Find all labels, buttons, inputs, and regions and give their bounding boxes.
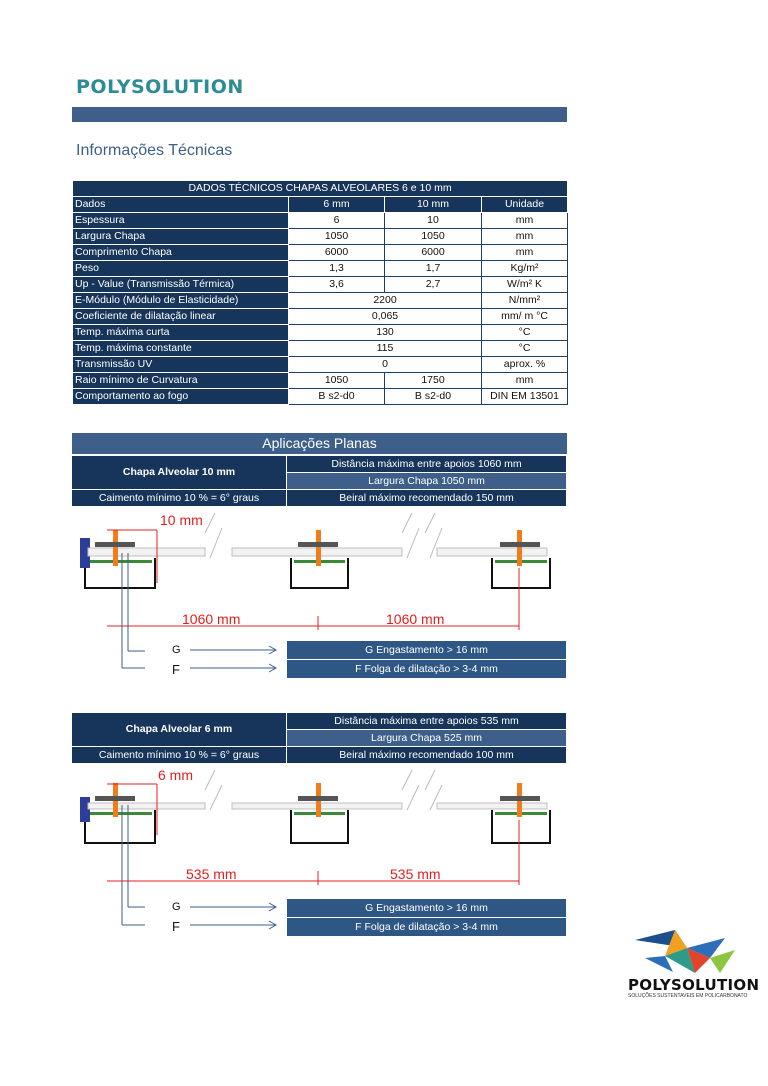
spec-row: [73, 341, 568, 357]
f-legend-10: F Folga de dilatação > 3-4 mm: [287, 660, 566, 678]
spec-row: [73, 357, 568, 373]
spec-row-value-10mm: 2,7: [385, 277, 482, 293]
dim-span1-10: 1060 mm: [182, 611, 241, 627]
spec-row: [73, 229, 568, 245]
dim-top-10: 10 mm: [160, 512, 203, 528]
logo-tagline: SOLUÇÕES SUSTENTAVEIS EM POLICARBONATO: [628, 993, 748, 999]
brand-title: POLYSOLUTION: [76, 76, 244, 98]
spec-row-unit: mm: [482, 373, 568, 389]
col-header: 10 mm: [385, 197, 482, 213]
spec-row: [73, 373, 568, 389]
spec-row-unit: mm: [482, 245, 568, 261]
spec-row-value-6mm: 1050: [289, 229, 385, 245]
chapa-10-label: Chapa Alveolar 10 mm: [72, 456, 286, 489]
spec-row-unit: °C: [482, 341, 568, 357]
chapa-10-beiral: Beiral máximo recomendado 150 mm: [287, 490, 566, 506]
col-header: 6 mm: [289, 197, 385, 213]
spec-row: [73, 325, 568, 341]
chapa-10-caimento: Caimento mínimo 10 % = 6° graus: [72, 490, 286, 506]
spec-row-label: Comprimento Chapa: [73, 245, 289, 261]
dim-span2-6: 535 mm: [390, 866, 441, 882]
spec-row-label: Comportamento ao fogo: [73, 389, 289, 405]
spec-row-unit: N/mm²: [482, 293, 568, 309]
spec-row-value-10mm: 10: [385, 213, 482, 229]
g-letter-10: G: [172, 644, 181, 656]
spec-row-unit: mm/ m °C: [482, 309, 568, 325]
spec-row-unit: aprox. %: [482, 357, 568, 373]
spec-table: [72, 180, 568, 405]
spec-row: [73, 261, 568, 277]
spec-row: [73, 293, 568, 309]
spec-row-value: 130: [289, 325, 482, 341]
spec-row-value-6mm: 1050: [289, 373, 385, 389]
logo-mark: [625, 928, 745, 978]
spec-row-unit: mm: [482, 229, 568, 245]
spec-row-unit: DIN EM 13501: [482, 389, 568, 405]
chapa-6-largura: Largura Chapa 525 mm: [287, 730, 566, 746]
spec-row-label: Temp. máxima curta: [73, 325, 289, 341]
spec-row-label: E-Módulo (Módulo de Elasticidade): [73, 293, 289, 309]
page-subtitle: Informações Técnicas: [76, 142, 233, 159]
spec-row-value-6mm: 1,3: [289, 261, 385, 277]
chapa-6-label: Chapa Alveolar 6 mm: [72, 713, 286, 746]
spec-row-value: 0: [289, 357, 482, 373]
spec-row: [73, 277, 568, 293]
col-header: Unidade: [482, 197, 568, 213]
spec-row-value-6mm: 3,6: [289, 277, 385, 293]
chapa-6-caimento: Caimento mínimo 10 % = 6° graus: [72, 747, 286, 763]
f-letter-10: F: [172, 662, 180, 677]
header-bar: [72, 107, 567, 122]
logo-name: POLYSOLUTION: [628, 976, 760, 994]
spec-row-value-10mm: 1,7: [385, 261, 482, 277]
spec-row-unit: Kg/m²: [482, 261, 568, 277]
g-letter-6: G: [172, 901, 181, 913]
spec-row-value-6mm: 6000: [289, 245, 385, 261]
aplicacoes-title: Aplicações Planas: [72, 433, 567, 454]
f-legend-6: F Folga de dilatação > 3-4 mm: [287, 918, 566, 936]
spec-row: [73, 389, 568, 405]
col-header: Dados: [73, 197, 289, 213]
spec-table-title: DADOS TÉCNICOS CHAPAS ALVEOLARES 6 e 10 mm: [73, 181, 568, 197]
spec-row-label: Largura Chapa: [73, 229, 289, 245]
spec-row-unit: W/m² K: [482, 277, 568, 293]
spec-row-value-10mm: B s2-d0: [385, 389, 482, 405]
g-legend-10: G Engastamento > 16 mm: [287, 641, 566, 659]
chapa-6-distancia: Distância máxima entre apoios 535 mm: [287, 713, 566, 729]
spec-row-value-6mm: B s2-d0: [289, 389, 385, 405]
chapa-10-largura: Largura Chapa 1050 mm: [287, 473, 566, 489]
chapa-6-beiral: Beiral máximo recomendado 100 mm: [287, 747, 566, 763]
spec-row-label: Espessura: [73, 213, 289, 229]
f-letter-6: F: [172, 919, 180, 934]
spec-row-unit: mm: [482, 213, 568, 229]
spec-row-value-10mm: 1050: [385, 229, 482, 245]
spec-row-label: Coeficiente de dilatação linear: [73, 309, 289, 325]
spec-row-label: Transmissão UV: [73, 357, 289, 373]
spec-row: [73, 309, 568, 325]
spec-row-label: Up - Value (Transmissão Térmica): [73, 277, 289, 293]
spec-row-value: 115: [289, 341, 482, 357]
spec-row-value: 2200: [289, 293, 482, 309]
spec-row-unit: °C: [482, 325, 568, 341]
spec-row-label: Peso: [73, 261, 289, 277]
spec-row-value-10mm: 1750: [385, 373, 482, 389]
chapa-10-distancia: Distância máxima entre apoios 1060 mm: [287, 456, 566, 472]
g-legend-6: G Engastamento > 16 mm: [287, 899, 566, 917]
spec-row: [73, 213, 568, 229]
spec-row-value-6mm: 6: [289, 213, 385, 229]
dim-span1-6: 535 mm: [186, 866, 237, 882]
spec-row-value-10mm: 6000: [385, 245, 482, 261]
dim-top-6: 6 mm: [158, 767, 193, 783]
spec-row-label: Raio mínimo de Curvatura: [73, 373, 289, 389]
spec-row: [73, 245, 568, 261]
dim-span2-10: 1060 mm: [386, 611, 445, 627]
spec-row-label: Temp. máxima constante: [73, 341, 289, 357]
spec-row-value: 0,065: [289, 309, 482, 325]
